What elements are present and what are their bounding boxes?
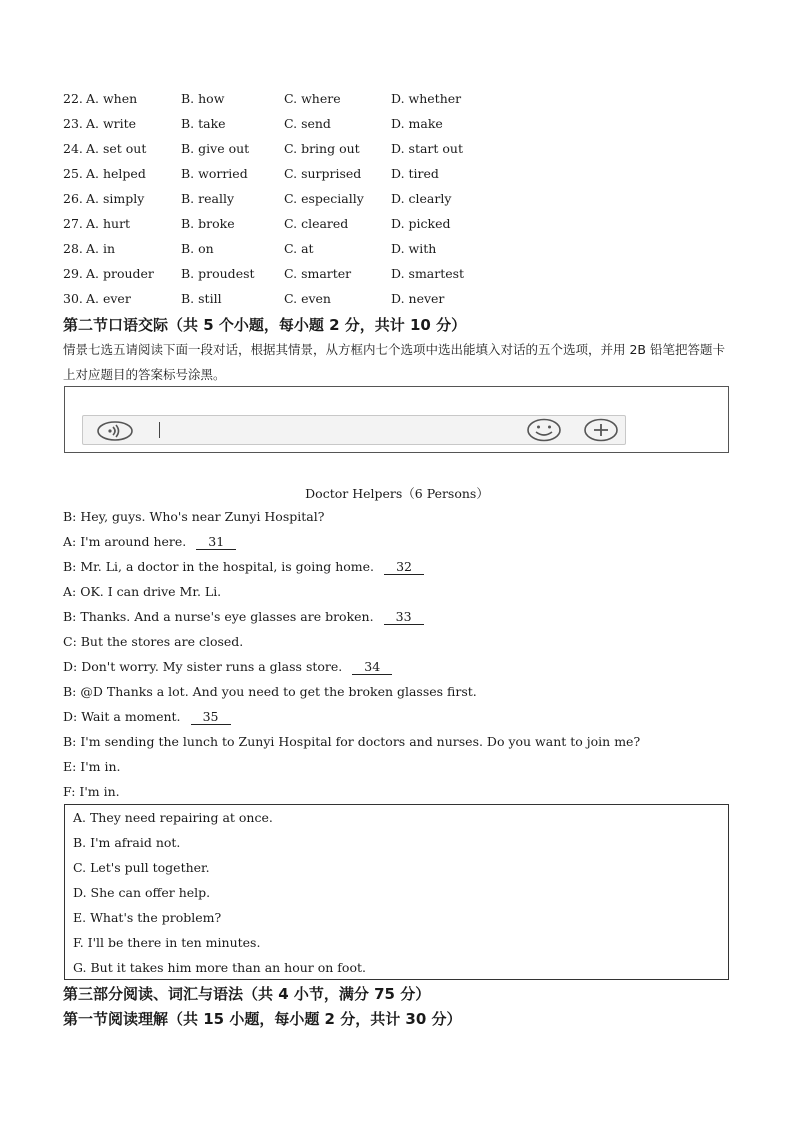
answer-blank: 34 bbox=[352, 660, 392, 675]
option-a: A. write bbox=[86, 116, 137, 131]
option-c: C. even bbox=[284, 291, 331, 306]
section-instructions: 情景七选五请阅读下面一段对话，根据其情景，从方框内七个选项中选出能填入对话的五个选项，并用 2B 铅笔把答题卡上对应题目的答案标号涂黑。 bbox=[63, 342, 725, 382]
option-b: B. still bbox=[181, 291, 222, 306]
dialogue-text: B: Thanks. And a nurse's eye glasses are broken. bbox=[63, 609, 374, 624]
option-d: D. smartest bbox=[391, 266, 465, 281]
text-cursor bbox=[159, 422, 160, 438]
option-d: D. make bbox=[391, 116, 443, 131]
dialogue-line bbox=[63, 633, 243, 651]
dialogue-text: E: I'm in. bbox=[63, 759, 121, 774]
dialogue-text: B: Mr. Li, a doctor in the hospital, is going home. bbox=[63, 559, 375, 574]
option-a: A. when bbox=[86, 91, 138, 106]
option-c: C. at bbox=[284, 241, 314, 256]
chat-bar-image bbox=[64, 386, 729, 453]
dialogue-text: B: I'm sending the lunch to Zunyi Hospital for doctors and nurses. Do you want to join me? bbox=[63, 734, 641, 749]
option-b: B. really bbox=[181, 191, 235, 206]
option-c: C. surprised bbox=[284, 166, 362, 181]
dialogue-text: C: But the stores are closed. bbox=[63, 634, 244, 649]
chat-input-field bbox=[82, 415, 626, 445]
dialogue-line bbox=[63, 758, 121, 776]
option-c: C. bring out bbox=[284, 141, 360, 156]
option-b: B. on bbox=[181, 241, 214, 256]
option-b: B. proudest bbox=[181, 266, 255, 281]
choice-item: G. But it takes him more than an hour on foot. bbox=[73, 960, 366, 975]
option-c: C. send bbox=[284, 116, 331, 131]
dialogue-line bbox=[63, 658, 392, 676]
dialogue-text: F: I'm in. bbox=[63, 784, 120, 799]
question-number: 30. bbox=[63, 291, 83, 306]
dialogue-line bbox=[63, 683, 477, 701]
dialogue-text: A: I'm around here. bbox=[63, 534, 187, 549]
choice-item: B. I'm afraid not. bbox=[73, 835, 181, 850]
part3-heading: 第三部分阅读、词汇与语法（共 4 小节，满分 75 分） bbox=[63, 985, 431, 1003]
option-a: A. ever bbox=[86, 291, 131, 306]
option-b: B. how bbox=[181, 91, 225, 106]
dialogue-line bbox=[63, 708, 231, 726]
option-c: C. cleared bbox=[284, 216, 349, 231]
choices-box bbox=[64, 804, 729, 980]
answer-blank: 35 bbox=[191, 710, 231, 725]
dialogue-line bbox=[63, 558, 424, 576]
question-number: 24. bbox=[63, 141, 83, 156]
option-b: B. broke bbox=[181, 216, 235, 231]
option-b: B. give out bbox=[181, 141, 250, 156]
option-d: D. whether bbox=[391, 91, 462, 106]
dialogue-title: Doctor Helpers（6 Persons） bbox=[305, 486, 489, 501]
option-a: A. hurt bbox=[86, 216, 131, 231]
option-d: D. never bbox=[391, 291, 445, 306]
option-c: C. especially bbox=[284, 191, 364, 206]
plus-icon bbox=[583, 418, 619, 442]
choice-item: E. What's the problem? bbox=[73, 910, 222, 925]
question-number: 23. bbox=[63, 116, 83, 131]
choice-item: F. I'll be there in ten minutes. bbox=[73, 935, 261, 950]
dialogue-text: B: @D Thanks a lot. And you need to get the broken glasses first. bbox=[63, 684, 477, 699]
dialogue-text: D: Don't worry. My sister runs a glass store. bbox=[63, 659, 343, 674]
dialogue-line bbox=[63, 508, 324, 526]
choice-item: D. She can offer help. bbox=[73, 885, 211, 900]
option-a: A. helped bbox=[86, 166, 146, 181]
reading-heading: 第一节阅读理解（共 15 小题，每小题 2 分，共计 30 分） bbox=[63, 1010, 462, 1028]
question-number: 27. bbox=[63, 216, 83, 231]
option-a: A. simply bbox=[86, 191, 145, 206]
option-b: B. take bbox=[181, 116, 226, 131]
option-c: C. where bbox=[284, 91, 341, 106]
option-d: D. tired bbox=[391, 166, 439, 181]
question-number: 29. bbox=[63, 266, 83, 281]
question-number: 22. bbox=[63, 91, 83, 106]
smiley-icon bbox=[526, 418, 562, 442]
answer-blank: 33 bbox=[384, 610, 424, 625]
question-number: 25. bbox=[63, 166, 83, 181]
option-d: D. start out bbox=[391, 141, 463, 156]
choice-item: C. Let's pull together. bbox=[73, 860, 210, 875]
option-c: C. smarter bbox=[284, 266, 352, 281]
dialogue-line bbox=[63, 533, 236, 551]
choice-item: A. They need repairing at once. bbox=[73, 810, 273, 825]
dialogue-line bbox=[63, 783, 120, 801]
dialogue-line bbox=[63, 733, 640, 751]
answer-blank: 32 bbox=[384, 560, 424, 575]
dialogue-text: B: Hey, guys. Who's near Zunyi Hospital? bbox=[63, 509, 325, 524]
option-a: A. set out bbox=[86, 141, 147, 156]
option-d: D. clearly bbox=[391, 191, 452, 206]
dialogue-text: A: OK. I can drive Mr. Li. bbox=[63, 584, 222, 599]
question-number: 28. bbox=[63, 241, 83, 256]
option-d: D. picked bbox=[391, 216, 451, 231]
answer-blank: 31 bbox=[196, 535, 236, 550]
option-b: B. worried bbox=[181, 166, 248, 181]
dialogue-text: D: Wait a moment. bbox=[63, 709, 181, 724]
option-a: A. in bbox=[86, 241, 116, 256]
section-heading-speaking: 第二节口语交际（共 5 个小题，每小题 2 分，共计 10 分） bbox=[63, 316, 467, 334]
dialogue-line bbox=[63, 583, 221, 601]
dialogue-line bbox=[63, 608, 424, 626]
option-a: A. prouder bbox=[86, 266, 154, 281]
voice-icon bbox=[95, 420, 135, 442]
option-d: D. with bbox=[391, 241, 437, 256]
question-number: 26. bbox=[63, 191, 83, 206]
